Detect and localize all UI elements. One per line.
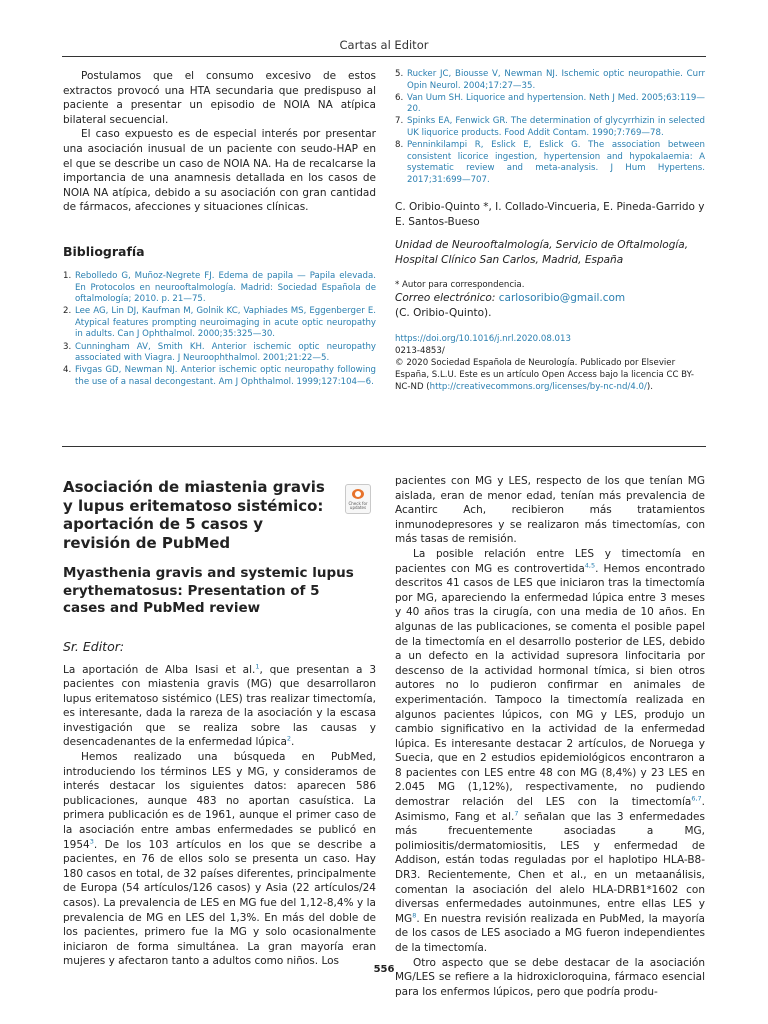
prev-letter-right-column: [395, 69, 705, 393]
prev-letter-paragraph-2: El caso expuesto es de especial interés por presentar una asociación inusual de un paciente con seudo-HAP en el que se describe un caso de NOIA NA. Ha de recalcarse la importancia de una anamnesis detallada en los casos de NOIA NA atípica, debido a su asociación con gran cantidad de fármacos, afecciones y situaciones clínicas.: [63, 128, 376, 214]
reference-item[interactable]: [63, 365, 376, 388]
badge-label: Check for updates: [348, 501, 368, 511]
check-for-updates-badge[interactable]: [345, 484, 371, 514]
reference-number: 2.: [63, 306, 72, 317]
citation-ref[interactable]: 3: [89, 837, 94, 846]
article-title-es: Asociación de miastenia gravis y lupus eritematoso sistémico: aportación de 5 casos y revisión de PubMed: [63, 478, 325, 552]
reference-number: 3.: [63, 341, 72, 352]
reference-number: 4.: [63, 365, 72, 376]
reference-text: Van Uum SH. Liquorice and hypertension. Neth J Med. 2005;63:119—20.: [407, 92, 705, 115]
section-divider: [62, 446, 706, 447]
reference-text: Rebolledo G, Muñoz-Negrete FJ. Edema de papila — Papila elevada. En Protocolos en neurooftalmología. Madrid: Sociedad Española de oftalmología; 2010. p. 21—75.: [75, 270, 376, 305]
article-paragraph-5: Otro aspecto que se debe destacar de la asociación MG/LES se refiere a la hidroxicloroquina, fármaco esencial para los enfermos lúpicos, pero que podría produ-: [395, 956, 705, 998]
reference-list-right: [395, 69, 705, 186]
author-list: C. Oribio-Quinto *, I. Collado-Vincueria, E. Pineda-Garrido y E. Santos-Bueso: [395, 201, 705, 229]
article-left-column: [63, 478, 376, 969]
article-paragraph-2: [63, 750, 376, 969]
reference-list-left: [63, 271, 376, 388]
prev-letter-paragraph-1: Postulamos que el consumo excesivo de estos extractos provocó una HTA secundaria que predispuso al paciente a presentar un episodio de NOIA NA atípica bilateral secuencial.: [63, 70, 376, 126]
license-text: [395, 357, 705, 393]
text-span: . Hemos encontrado descritos 41 casos de LES que iniciaron tras la timectomía por MG, apareciendo la enfermedad lúpica entre 3 meses y 40 años tras la cirugía, con una media de 10 años. En algunas de las publicaciones, se comenta el posible papel de la timectomía en el desarrollo posterior de LES, debido a un defecto en la actividad supresora linfocitaria por descenso de la actividad hormonal tímica, si bien otros autores no lo pudieron confirmar en animales de experimentación. Tampoco la timectomía realizada en algunos pacientes lúpicos, con MG y LES, produjo un cambio significativo en la actividad de la enfermedad lúpica. Es interesante destacar 2 artículos, de Noruega y Suecia, que en 2 estudios epidemiológicos encontraron a 8 pacientes con LES entre 48 con MG (8,4%) y 23 LES en 2.045 MG (1,12%), respectivamente, no pudiendo demostrar relación del LES con la timectomía: [395, 562, 705, 809]
reference-number: 7.: [395, 116, 404, 127]
article-title-en: Myasthenia gravis and systemic lupus erythematosus: Presentation of 5 cases and PubMed review: [63, 565, 354, 616]
text-span: .: [291, 736, 295, 749]
citation-ref[interactable]: 7: [514, 809, 519, 818]
article-paragraph-1: [63, 663, 376, 751]
reference-text: Spinks EA, Fenwick GR. The determination of glycyrrhizin in selected UK liquorice products. Food Addit Contam. 1990;7:769—78.: [407, 116, 705, 138]
doi-link[interactable]: https://doi.org/10.1016/j.nrl.2020.08.013: [395, 334, 571, 345]
citation-ref[interactable]: 1: [255, 662, 260, 670]
email-owner: (C. Oribio-Quinto).: [395, 307, 492, 320]
citation-ref[interactable]: 4,5: [584, 561, 596, 570]
reference-text: Cunningham AV, Smith KH. Anterior ischemic optic neuropathy associated with Viagra. J Neuroophthalmol. 2001;21:22—5.: [75, 341, 376, 364]
reference-text: Fivgas GD, Newman NJ. Anterior ischemic optic neuropathy following the use of a nasal decongestant. Am J Ophthalmol. 1999;127:104—6.: [75, 365, 376, 387]
reference-text: Penninkilampi R, Eslick E, Eslick G. The association between consistent licorice ingestion, hypertension and hypokalaemia: A systematic review and meta-analysis. J Hum Hypertens. 2017;31:699—707.: [407, 140, 705, 185]
reference-item[interactable]: [395, 116, 705, 139]
reference-item[interactable]: [63, 271, 376, 306]
reference-item[interactable]: [395, 93, 705, 116]
text-span: Hemos realizado una búsqueda en PubMed, introduciendo los términos LES y MG, y consideramos de interés destacar los siguientes datos: aparecen 586 publicaciones, aunque 483 no aportan casuística. La primera publicación es de 1961, aunque el primer caso de la asociación entre ambas enfermedades se publicó en 1954: [63, 751, 376, 851]
reference-item[interactable]: [63, 342, 376, 365]
salutation: Sr. Editor:: [63, 638, 125, 654]
text-span: . De los 103 artículos en los que se describe a pacientes, en 76 de ellos solo se presenta un caso. Hay 180 casos en total, de 32 países diferentes, principalmente de Europa (54 artículos/126 casos) y Asia (22 artículos/24 casos). La prevalencia de LES en MG fue del 1,12-8,4% y la prevalencia de MG en LES del 1,3%. En más del doble de los pacientes, primero fue la MG y solo ocasionalmente iniciaron de forma simultánea. La gran mayoría eran mujeres y afectaron tanto a adultos como niños. Los: [63, 838, 376, 968]
reference-number: 6.: [395, 92, 404, 103]
reference-item[interactable]: [395, 69, 705, 92]
reference-text: Rucker JC, Biousse V, Newman NJ. Ischemic optic neuropathie. Curr Opin Neurol. 2004;17:27—35.: [407, 69, 705, 91]
text-span: , que presentan a 3 pacientes con miastenia gravis (MG) que desarrollaron lupus eritematoso sistémico (LES) tras realizar timectomía, es interesante, dada la rareza de la asociación y la escasa investigación que se realiza sobre las causas y desencadenantes de la enfermedad lúpica: [63, 663, 376, 749]
text-span: La posible relación entre LES y timectomía en pacientes con MG es controvertida: [395, 547, 705, 575]
citation-ref[interactable]: 2: [286, 734, 292, 743]
reference-number: 8.: [395, 140, 404, 151]
reference-item[interactable]: [395, 140, 705, 186]
reference-number: 5.: [395, 69, 404, 79]
text-span: La aportación de Alba Isasi et al.: [63, 663, 256, 676]
check-updates-icon-inner: [355, 491, 361, 497]
reference-item[interactable]: [63, 306, 376, 341]
running-header: Cartas al Editor: [62, 38, 706, 57]
article-right-column: [395, 474, 705, 999]
email-link[interactable]: carlosoribio@gmail.com: [498, 292, 626, 305]
article-paragraph-4: [395, 547, 705, 956]
bibliography-heading: Bibliografía: [63, 243, 145, 259]
license-prefix: © 2020 Sociedad Española de Neurología. Publicado por Elsevier España, S.L.U. Este es un artículo Open Access bajo la licencia CC BY-NC-ND (: [395, 358, 694, 393]
license-link[interactable]: http://creativecommons.org/licenses/by-nc-nd/4.0/: [429, 382, 647, 393]
text-span: . En nuestra revisión realizada en PubMed, la mayoría de los casos de LES asociado a MG fueron independientes de la timectomía.: [395, 912, 705, 954]
citation-ref[interactable]: 8: [412, 911, 417, 920]
citation-ref[interactable]: 6,7: [691, 794, 702, 803]
author-affiliation: Unidad de Neurooftalmología, Servicio de Oftalmología, Hospital Clínico San Carlos, Madrid, España: [395, 239, 689, 267]
text-span: señalan que las 3 enfermedades más frecuentemente asociadas a MG, polimiositis/dermatomiositis, LES y enfermedad de Addison, están todas reguladas por el haplotipo HLA-B8-DR3. Recientemente, Chen et al., en un metaanálisis, comentan la asociación del alelo HLA-DRB1*1602 con diversas enfermedades autoinmunes, entre ellas LES y MG: [395, 810, 705, 925]
article-paragraph-3: pacientes con MG y LES, respecto de los que tenían MG aislada, eran de menor edad, tenían más prevalencia de Acantirc Ach, recibieron más tratamientos inmunodepresores y se realizaron más timectomías, con más tasas de remisión.: [395, 475, 705, 546]
issn-text: 0213-4853/: [395, 346, 445, 357]
text-span: . Asimismo, Fang et al.: [395, 796, 705, 823]
email-label: Correo electrónico:: [395, 292, 496, 305]
page-number: 556: [373, 964, 395, 975]
email-line: [395, 291, 705, 306]
license-suffix: ).: [646, 382, 653, 393]
reference-number: 1.: [63, 270, 72, 281]
corresponding-author-note: * Autor para correspondencia.: [395, 280, 525, 291]
reference-text: Lee AG, Lin DJ, Kaufman M, Golnik KC, Vaphiades MS, Eggenberger E. Atypical features prompting neuroimaging in acute optic neuropathy in adults. Can J Ophthalmol. 2000;35:325—30.: [75, 306, 376, 340]
prev-letter-left-column: [63, 69, 376, 389]
